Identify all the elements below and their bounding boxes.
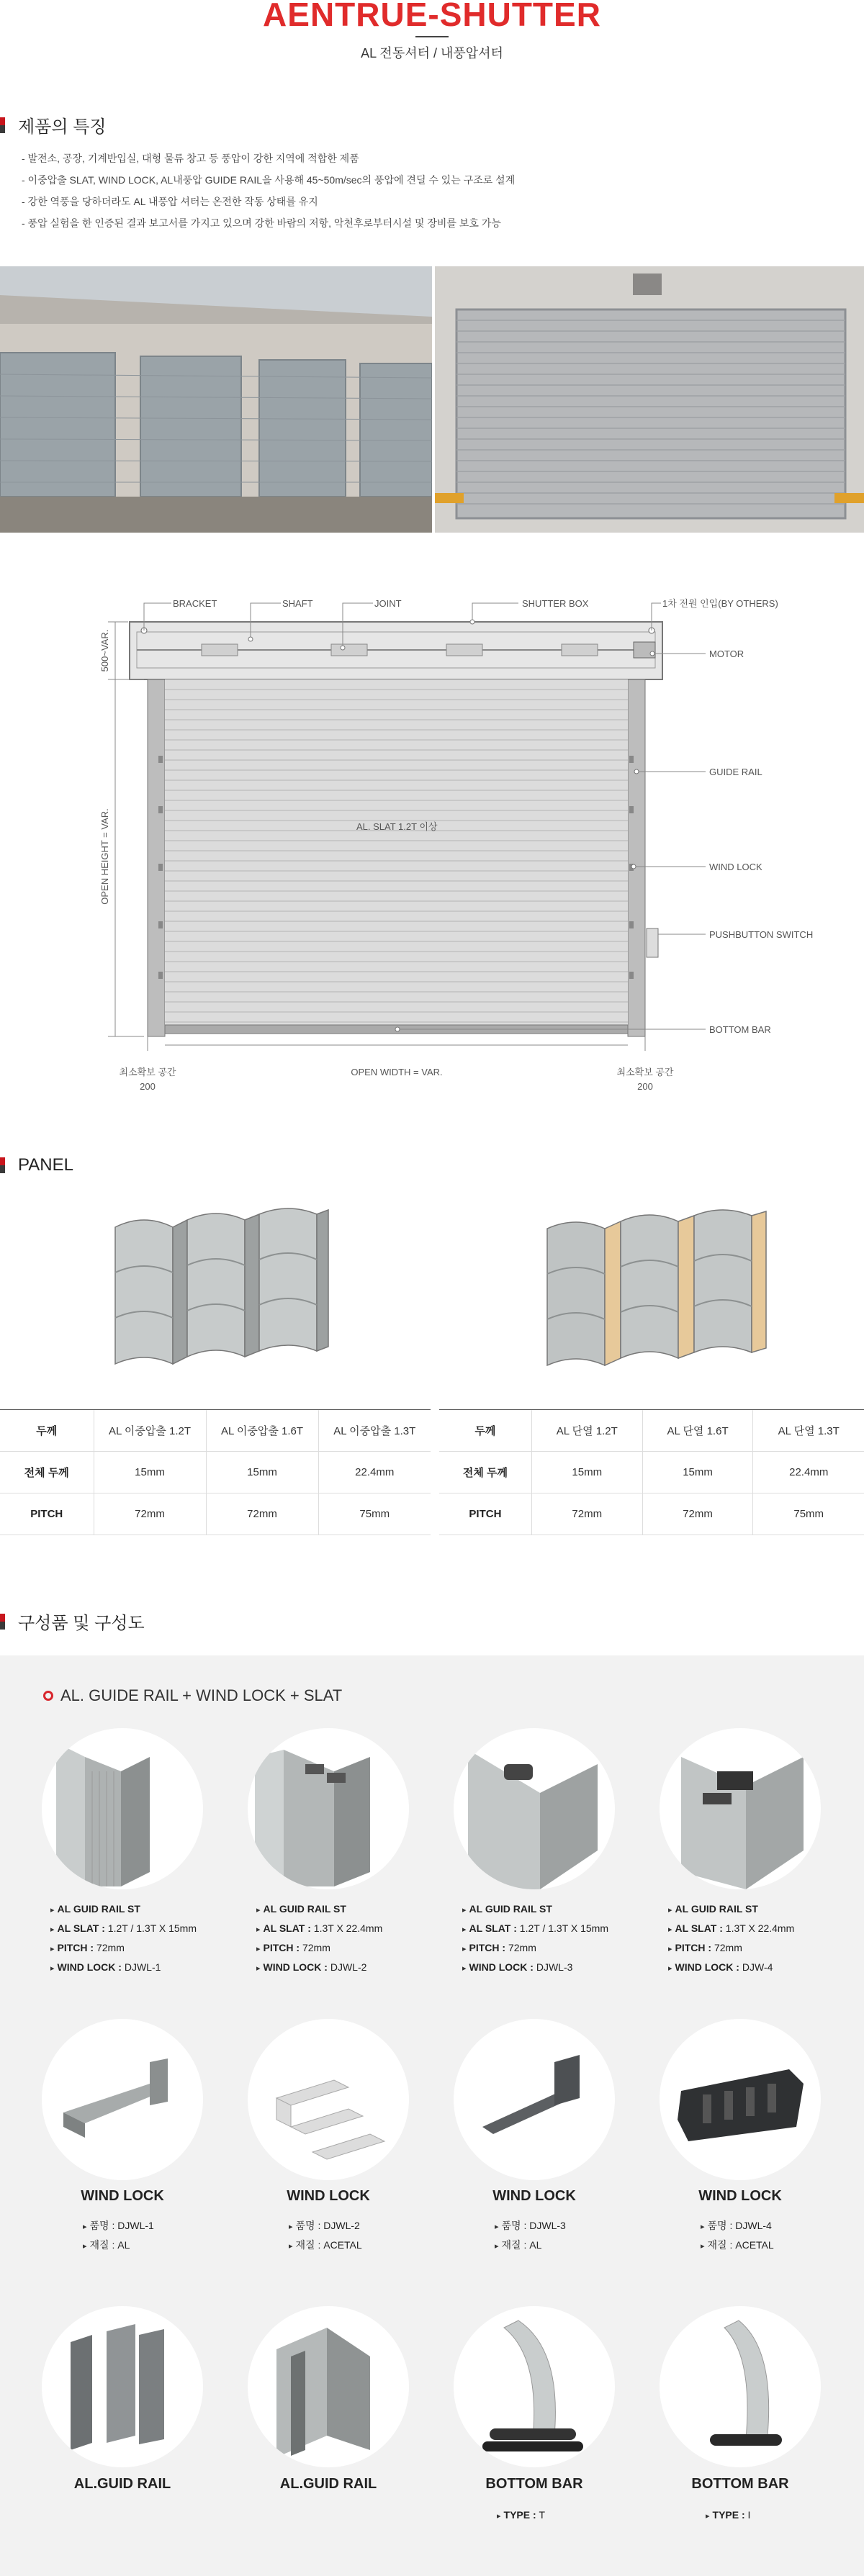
spec-material-value: AL <box>117 2239 130 2251</box>
spec-material-value: ACETAL <box>323 2239 362 2251</box>
spec-rail: AL GUID RAIL ST <box>675 1903 758 1915</box>
features-heading <box>0 112 107 137</box>
panel-title: PANEL <box>18 1155 73 1175</box>
section-marker <box>0 117 5 133</box>
wind-lock-specs-3 <box>495 2217 566 2256</box>
wind-lock-title-2: WIND LOCK <box>287 2188 370 2204</box>
label-bracket: BRACKET <box>173 598 217 609</box>
shutter-photo <box>432 266 864 533</box>
label-min-space-left-value: 200 <box>140 1081 156 1092</box>
label-wind-lock: WIND LOCK <box>709 862 762 872</box>
spec-lock-value: DJWL-3 <box>536 1961 573 1973</box>
label-min-space-left: 최소확보 공간 <box>119 1067 176 1077</box>
table-row <box>439 1493 864 1535</box>
table-cell: 72mm <box>642 1493 753 1535</box>
spec-model-value: DJWL-4 <box>735 2220 772 2231</box>
label-power: 1차 전원 인입(BY OTHERS) <box>662 598 778 609</box>
rail-set-image-2 <box>248 1728 409 1889</box>
spec-type-value: T <box>539 2509 546 2521</box>
rail-set-specs-3 <box>462 1900 608 1978</box>
table-row <box>439 1410 864 1452</box>
building-photo <box>0 266 432 533</box>
spec-lock-value: DJWL-1 <box>124 1961 161 1973</box>
feature-item: - 발전소, 공장, 기계반입실, 대형 물류 창고 등 풍압이 강한 지역에 적합한 제품 <box>22 153 359 164</box>
feature-item: - 풍압 실험을 한 인증된 결과 보고서를 가지고 있으며 강한 바람의 저항, 악천후로부터시설 및 장비를 보호 가능 <box>22 217 501 229</box>
label-open-width: OPEN WIDTH = VAR. <box>351 1067 443 1077</box>
spec-model-key: 품명 : <box>295 2220 324 2231</box>
part-title-3: BOTTOM BAR <box>485 2476 583 2492</box>
rail-set-specs-4 <box>668 1900 794 1978</box>
table-cell: AL 단열 1.2T <box>531 1410 642 1452</box>
spec-slat-key: AL SLAT : <box>57 1922 108 1934</box>
spec-pitch-value: 72mm <box>714 1942 742 1953</box>
spec-rail: AL GUID RAIL ST <box>263 1903 346 1915</box>
spec-material-key: 재질 : <box>501 2239 530 2251</box>
page-subtitle: AL 전동셔터 / 내풍압셔터 <box>361 46 503 60</box>
spec-slat-key: AL SLAT : <box>469 1922 520 1934</box>
label-bottom-bar: BOTTOM BAR <box>709 1024 771 1035</box>
wind-lock-specs-4 <box>701 2217 774 2256</box>
part-title-1: AL.GUID RAIL <box>73 2476 171 2492</box>
double-extrusion-panel-image <box>101 1198 346 1378</box>
spec-type-value: I <box>747 2509 751 2521</box>
bottom-bar-type-i <box>706 2506 750 2526</box>
rail-set-image-1 <box>42 1728 203 1889</box>
label-motor: MOTOR <box>709 648 744 659</box>
wind-lock-image-4 <box>660 2019 821 2180</box>
slat-curtain <box>165 679 628 1031</box>
spec-pitch-key: PITCH : <box>57 1942 96 1953</box>
table-cell: 15mm <box>531 1452 642 1493</box>
guide-rail-image-1 <box>42 2306 203 2467</box>
spec-slat-value: 1.3T X 22.4mm <box>725 1922 795 1934</box>
spec-rail: AL GUID RAIL ST <box>57 1903 140 1915</box>
part-title-2: AL.GUID RAIL <box>279 2476 377 2492</box>
label-guide-rail: GUIDE RAIL <box>709 767 762 777</box>
label-min-space-right-value: 200 <box>637 1081 653 1092</box>
insulated-panel-image <box>540 1198 785 1378</box>
spec-lock-key: WIND LOCK : <box>675 1961 742 1973</box>
table-cell: 72mm <box>94 1493 206 1535</box>
wind-lock-title-4: WIND LOCK <box>698 2188 782 2204</box>
table-cell: AL 단열 1.6T <box>642 1410 753 1452</box>
spec-model-key: 품명 : <box>89 2220 118 2231</box>
features-title: 제품의 특징 <box>18 117 107 137</box>
spec-pitch-key: PITCH : <box>469 1942 508 1953</box>
page-header <box>0 0 864 62</box>
spec-lock-key: WIND LOCK : <box>469 1961 536 1973</box>
spec-model-value: DJWL-3 <box>529 2220 566 2231</box>
spec-slat-value: 1.3T X 22.4mm <box>313 1922 383 1934</box>
part-title-4: BOTTOM BAR <box>691 2476 789 2492</box>
brand-title: AENTRUE-SHUTTER <box>263 0 601 32</box>
label-slat: AL. SLAT 1.2T 이상 <box>356 821 438 832</box>
panel-spec-table-double <box>0 1409 431 1535</box>
spec-type-key: TYPE : <box>503 2509 539 2521</box>
panel-heading <box>0 1155 73 1175</box>
wind-lock-image-3 <box>454 2019 615 2180</box>
table-cell: AL 이중압출 1.6T <box>206 1410 318 1452</box>
table-cell: 22.4mm <box>318 1452 431 1493</box>
guide-rail-image-2 <box>248 2306 409 2467</box>
table-cell: 75mm <box>318 1493 431 1535</box>
table-cell: AL 이중압출 1.2T <box>94 1410 206 1452</box>
right-guide-rail <box>628 679 645 1036</box>
table-row <box>439 1452 864 1493</box>
table-cell: 15mm <box>206 1452 318 1493</box>
spec-model-value: DJWL-1 <box>117 2220 154 2231</box>
table-header-cell: 전체 두께 <box>439 1452 531 1493</box>
table-header-cell: PITCH <box>439 1493 531 1535</box>
bottom-bar-type-t <box>497 2506 545 2526</box>
spec-material-value: ACETAL <box>735 2239 774 2251</box>
table-cell: 75mm <box>753 1493 864 1535</box>
spec-slat-value: 1.2T / 1.3T X 15mm <box>519 1922 609 1934</box>
table-row <box>0 1410 431 1452</box>
wind-lock-title-3: WIND LOCK <box>492 2188 576 2204</box>
features-list <box>22 148 515 234</box>
wind-lock-image-1 <box>42 2019 203 2180</box>
table-header-cell: 전체 두께 <box>0 1452 94 1493</box>
section-marker <box>0 1614 5 1630</box>
spec-model-key: 품명 : <box>707 2220 736 2231</box>
shutter-diagram <box>0 576 864 1108</box>
table-header-cell: 두께 <box>439 1410 531 1452</box>
spec-slat-value: 1.2T / 1.3T X 15mm <box>107 1922 197 1934</box>
table-cell: 22.4mm <box>753 1452 864 1493</box>
bullet-ring-icon <box>43 1691 53 1701</box>
pushbutton-switch-box <box>647 928 658 957</box>
rail-set-image-3 <box>454 1728 615 1889</box>
spec-pitch-value: 72mm <box>302 1942 330 1953</box>
spec-material-key: 재질 : <box>707 2239 736 2251</box>
spec-model-value: DJWL-2 <box>323 2220 360 2231</box>
panel-spec-table-insulated <box>439 1409 864 1535</box>
table-header-cell: PITCH <box>0 1493 94 1535</box>
feature-item: - 이중압출 SLAT, WIND LOCK, AL내풍압 GUIDE RAIL을 사용해 45~50m/sec의 풍압에 견딜 수 있는 구조로 설계 <box>22 174 516 186</box>
table-cell: 72mm <box>206 1493 318 1535</box>
table-cell: 15mm <box>642 1452 753 1493</box>
bottom-bar-image-i <box>660 2306 821 2467</box>
spec-pitch-key: PITCH : <box>263 1942 302 1953</box>
spec-type-key: TYPE : <box>712 2509 748 2521</box>
feature-item: - 강한 역풍을 당하더라도 AL 내풍압 셔터는 온전한 작동 상태를 유지 <box>22 196 318 207</box>
label-joint: JOINT <box>374 598 402 609</box>
spec-material-key: 재질 : <box>295 2239 324 2251</box>
components-subtitle-text: AL. GUIDE RAIL + WIND LOCK + SLAT <box>60 1686 343 1704</box>
label-box-height: 500~VAR. <box>99 629 110 672</box>
spec-lock-value: DJW-4 <box>742 1961 773 1973</box>
spec-lock-value: DJWL-2 <box>330 1961 367 1973</box>
rail-set-specs-1 <box>50 1900 197 1978</box>
spec-pitch-value: 72mm <box>96 1942 125 1953</box>
spec-lock-key: WIND LOCK : <box>263 1961 330 1973</box>
spec-material-key: 재질 : <box>89 2239 118 2251</box>
wind-lock-specs-1 <box>83 2217 154 2256</box>
label-min-space-right: 최소확보 공간 <box>616 1067 674 1077</box>
shutter-illustration <box>435 266 864 533</box>
components-title: 구성품 및 구성도 <box>18 1614 145 1633</box>
spec-lock-key: WIND LOCK : <box>57 1961 125 1973</box>
bottom-bar-image-t <box>454 2306 615 2467</box>
label-shaft: SHAFT <box>282 598 313 609</box>
spec-model-key: 품명 : <box>501 2220 530 2231</box>
label-open-height: OPEN HEIGHT = VAR. <box>99 808 110 905</box>
table-cell: 72mm <box>531 1493 642 1535</box>
spec-slat-key: AL SLAT : <box>675 1922 726 1934</box>
building-illustration <box>0 266 432 533</box>
section-marker <box>0 1157 5 1173</box>
wind-lock-title-1: WIND LOCK <box>81 2188 164 2204</box>
label-shutter-box: SHUTTER BOX <box>522 598 589 609</box>
spec-material-value: AL <box>529 2239 542 2251</box>
table-cell: AL 이중압출 1.3T <box>318 1410 431 1452</box>
left-guide-rail <box>148 679 165 1036</box>
components-heading <box>0 1609 145 1634</box>
wind-lock-image-2 <box>248 2019 409 2180</box>
header-divider <box>415 36 449 37</box>
rail-set-specs-2 <box>256 1900 382 1978</box>
rail-set-image-4 <box>660 1728 821 1889</box>
table-cell: 15mm <box>94 1452 206 1493</box>
label-pushbutton: PUSHBUTTON SWITCH <box>709 929 814 940</box>
spec-slat-key: AL SLAT : <box>263 1922 314 1934</box>
table-row <box>0 1452 431 1493</box>
spec-pitch-key: PITCH : <box>675 1942 714 1953</box>
spec-rail: AL GUID RAIL ST <box>469 1903 552 1915</box>
spec-pitch-value: 72mm <box>508 1942 536 1953</box>
product-photos <box>0 266 864 533</box>
table-cell: AL 단열 1.3T <box>753 1410 864 1452</box>
table-row <box>0 1493 431 1535</box>
wind-lock-specs-2 <box>289 2217 362 2256</box>
table-header-cell: 두께 <box>0 1410 94 1452</box>
components-subtitle <box>43 1686 342 1705</box>
